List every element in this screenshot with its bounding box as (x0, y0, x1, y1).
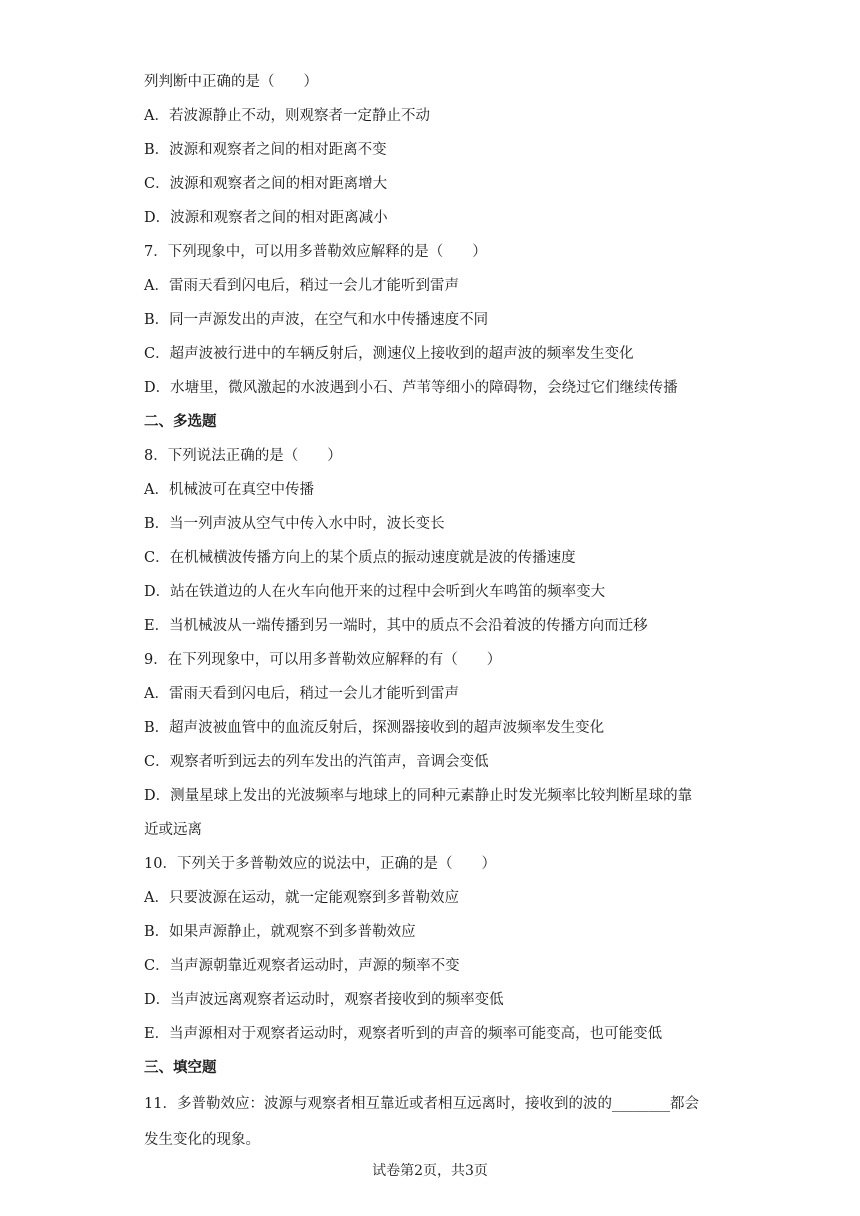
answer-option: B．当一列声波从空气中传入水中时，波长变长 (144, 516, 445, 532)
answer-option: C．波源和观察者之间的相对距离增大 (144, 176, 388, 192)
answer-option: A．只要波源在运动，就一定能观察到多普勒效应 (144, 890, 459, 906)
answer-option: C．观察者听到远去的列车发出的汽笛声，音调会变低 (144, 754, 489, 770)
section-heading: 二、多选题 (144, 413, 217, 430)
question-stem: 8．下列说法正确的是（ ） (144, 448, 342, 464)
page-footer: 试卷第2页，共3页 (372, 1163, 488, 1179)
answer-option: A．若波源静止不动，则观察者一定静止不动 (144, 108, 430, 124)
text-line: 发生变化的现象。 (144, 1132, 260, 1148)
answer-option: D．当声波远离观察者运动时，观察者接收到的频率变低 (144, 992, 504, 1008)
text-line: 列判断中正确的是（ ） (144, 74, 318, 90)
answer-option: D．水塘里，微风激起的水波遇到小石、芦苇等细小的障碍物，会绕过它们继续传播 (144, 380, 678, 396)
question-stem: 11．多普勒效应：波源与观察者相互靠近或者相互远离时，接收到的波的________都会 (144, 1096, 699, 1112)
section-heading: 三、填空题 (144, 1059, 217, 1076)
text-line: 近或远离 (144, 822, 202, 838)
answer-option: B．同一声源发出的声波，在空气和水中传播速度不同 (144, 312, 489, 328)
answer-option: E．当声源相对于观察者运动时，观察者听到的声音的频率可能变高，也可能变低 (144, 1026, 663, 1042)
answer-option: D．站在铁道边的人在火车向他开来的过程中会听到火车鸣笛的频率变大 (144, 584, 606, 600)
question-stem: 9．在下列现象中，可以用多普勒效应解释的有（ ） (144, 652, 502, 668)
question-stem: 7．下列现象中，可以用多普勒效应解释的是（ ） (144, 244, 487, 260)
answer-option: A．雷雨天看到闪电后，稍过一会儿才能听到雷声 (144, 278, 459, 294)
answer-option: B．波源和观察者之间的相对距离不变 (144, 142, 387, 158)
answer-option: B．如果声源静止，就观察不到多普勒效应 (144, 924, 416, 940)
answer-option: C．在机械横波传播方向上的某个质点的振动速度就是波的传播速度 (144, 550, 576, 566)
answer-option: B．超声波被血管中的血流反射后，探测器接收到的超声波频率发生变化 (144, 720, 605, 736)
answer-option: D．测量星球上发出的光波频率与地球上的同种元素静止时发光频率比较判断星球的靠 (144, 788, 693, 804)
answer-option: A．雷雨天看到闪电后，稍过一会儿才能听到雷声 (144, 686, 459, 702)
answer-option: A．机械波可在真空中传播 (144, 482, 314, 498)
question-stem: 10．下列关于多普勒效应的说法中，正确的是（ ） (144, 856, 496, 872)
answer-option: C．当声源朝靠近观察者运动时，声源的频率不变 (144, 958, 460, 974)
answer-option: D．波源和观察者之间的相对距离减小 (144, 210, 388, 226)
answer-option: E．当机械波从一端传播到另一端时，其中的质点不会沿着波的传播方向而迁移 (144, 618, 648, 634)
answer-option: C．超声波被行进中的车辆反射后，测速仪上接收到的超声波的频率发生变化 (144, 346, 634, 362)
